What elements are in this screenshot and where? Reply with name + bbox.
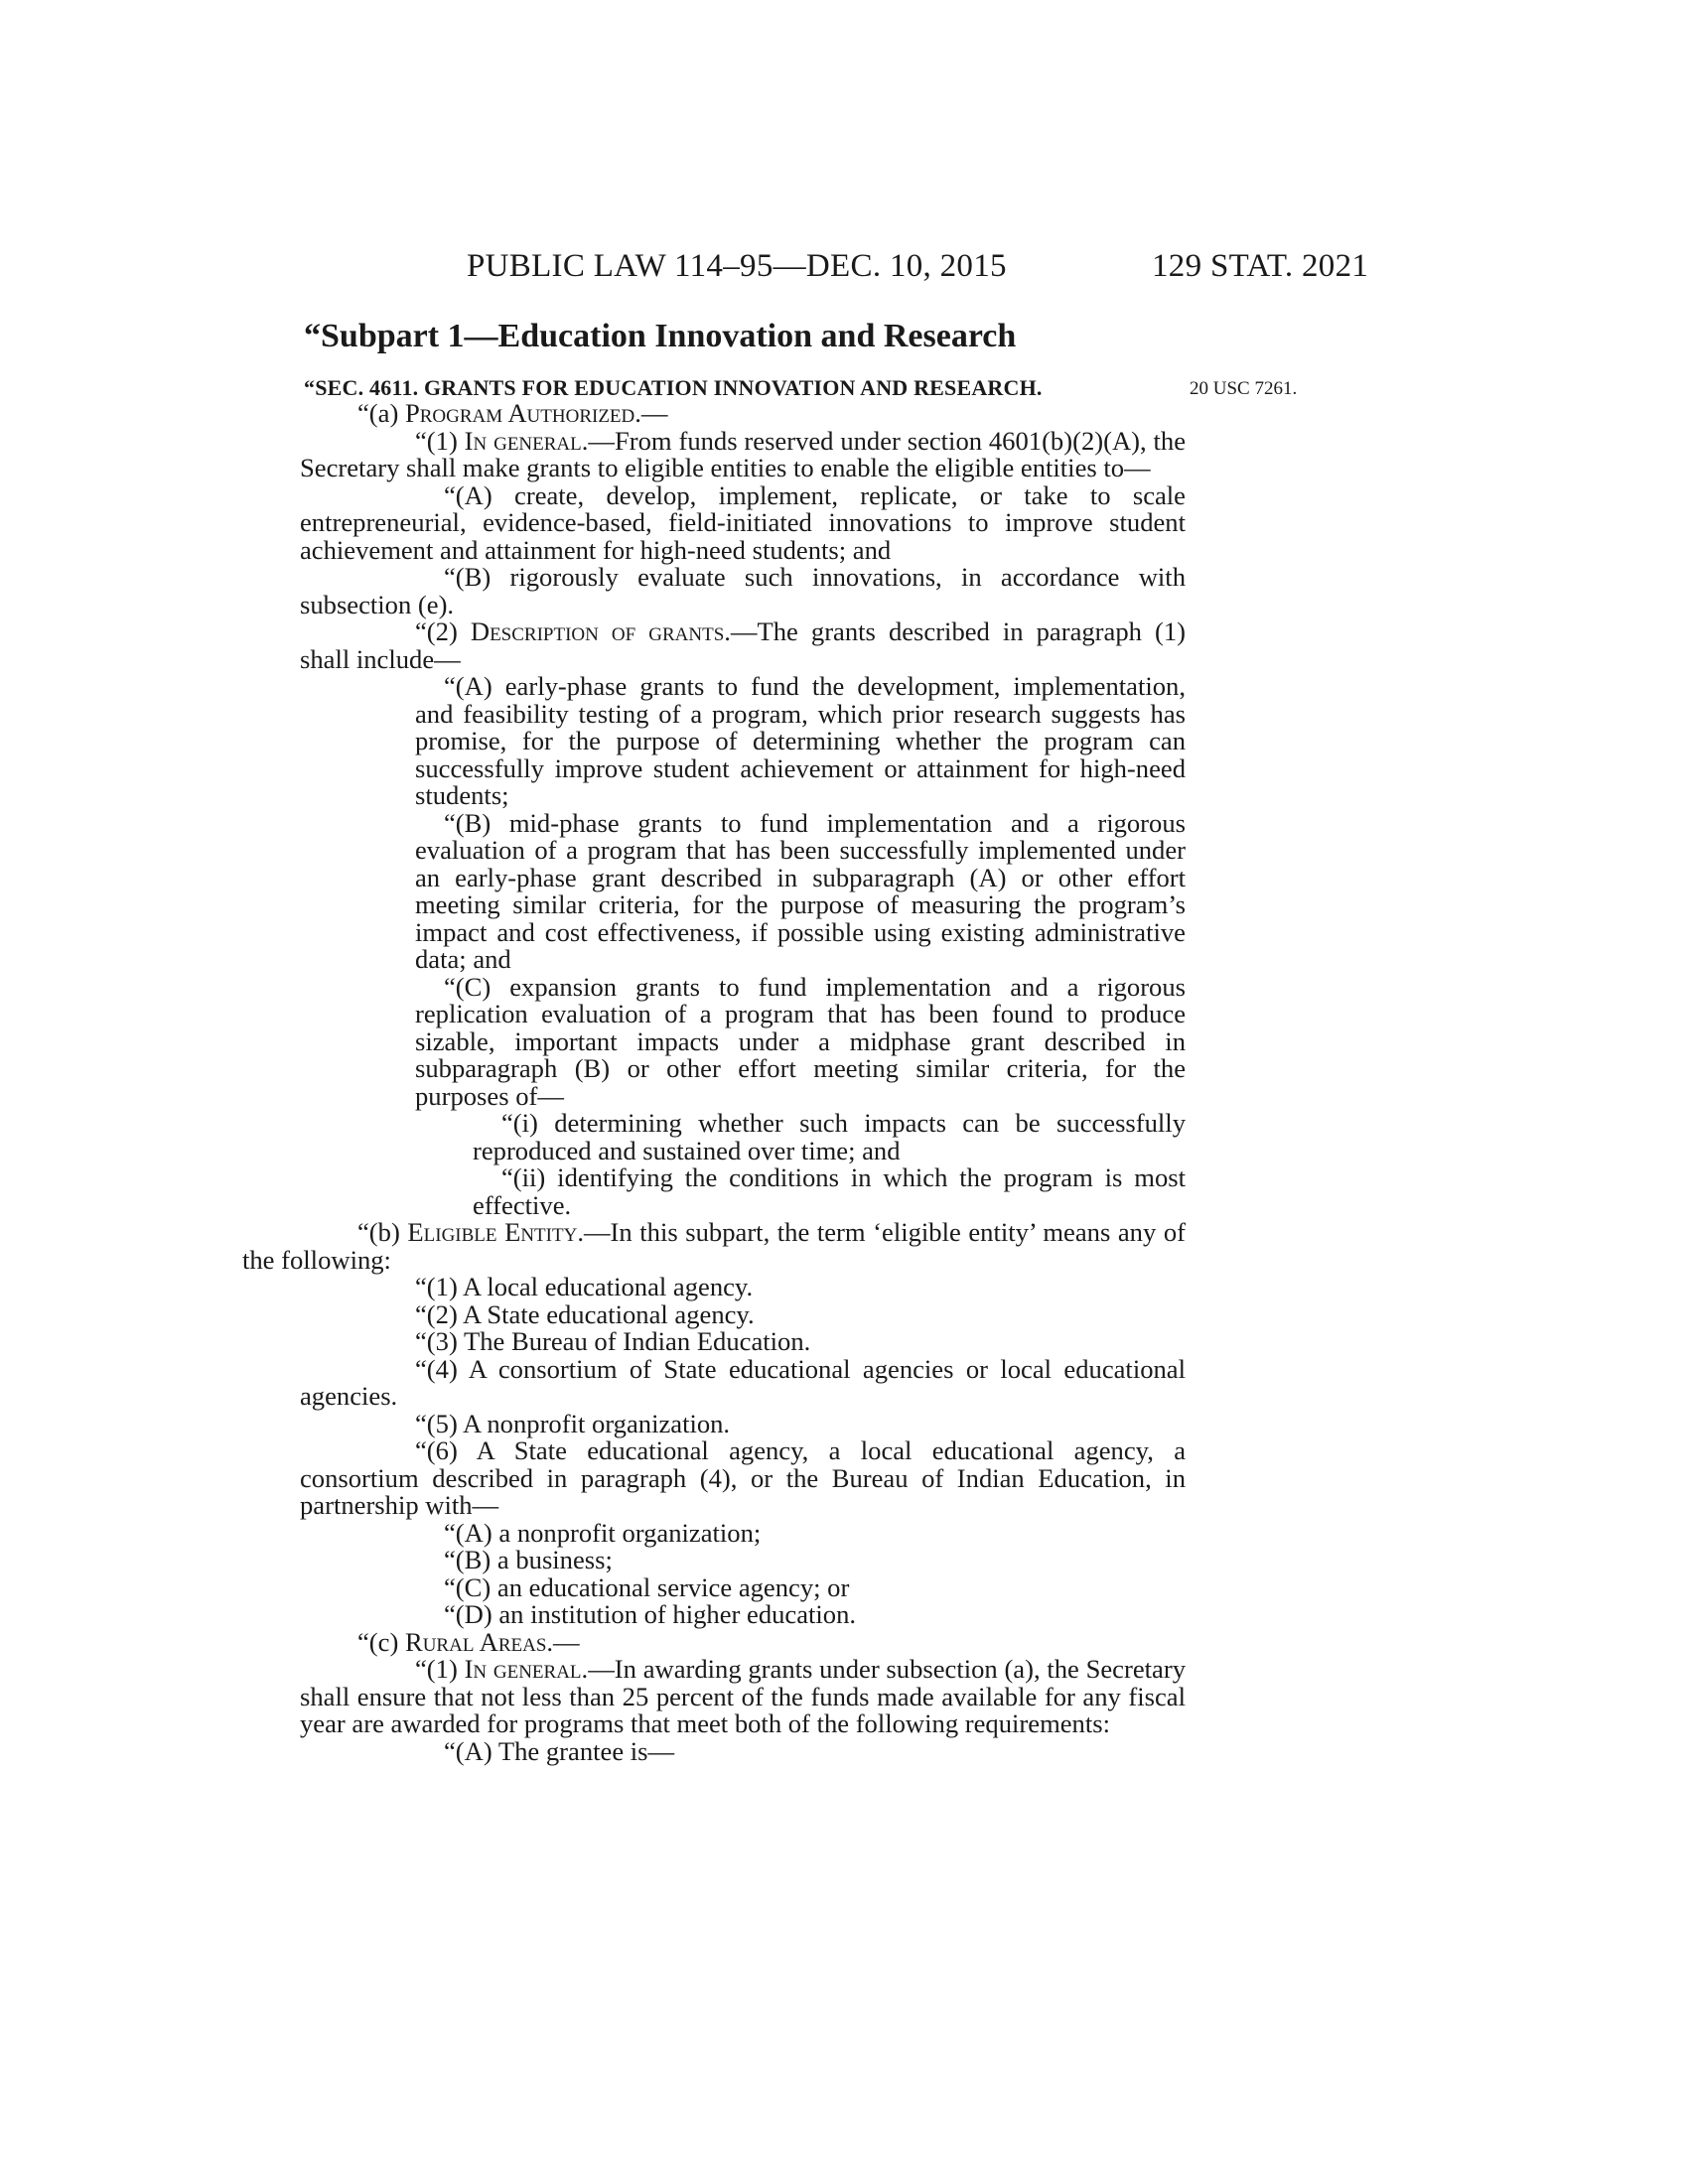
running-header-stat: 129 STAT. 2021 [1152, 248, 1369, 284]
subsection-b: “(b) Eligible Entity.—In this subpart, the term ‘eligible entity’ means any of the following: [242, 1217, 1186, 1275]
margin-note-usc: 20 USC 7261. [1190, 378, 1298, 399]
subparagraph-a1A: “(A) create, develop, implement, replicate, or take to scale entrepreneurial, evidence-based, field-initiated innovations to improve student achievement and attainment for high-need students; and [300, 479, 1186, 565]
subparagraph-b6B: “(B) a business; [444, 1545, 613, 1574]
paragraph-b6: “(6) A State educational agency, a local educational agency, a consortium described in paragraph (4), or the Bureau of Indian Education, in partnership with— [300, 1435, 1186, 1520]
subparagraph-b6C: “(C) an educational service agency; or [444, 1571, 850, 1602]
running-header-law: PUBLIC LAW 114–95—DEC. 10, 2015 [467, 248, 1007, 284]
subsection-a-heading: “(a) Program Authorized.— [357, 398, 668, 428]
section-heading: “SEC. 4611. GRANTS FOR EDUCATION INNOVATION AND RESEARCH. [304, 375, 1043, 400]
subpart-title: “Subpart 1—Education Innovation and Research [304, 318, 1017, 354]
section-body [242, 398, 1186, 1766]
subparagraph-c1A: “(A) The grantee is— [444, 1735, 675, 1766]
subparagraph-a2B: “(B) mid-phase grants to fund implementation and a rigorous evaluation of a program that has been successfully implemented under an early-phase grant described in subparagraph (A) or other effort meeting similar criteria, for the purpose of measuring the program’s impact and cost effectiveness, if possible using existing administrative data; and [415, 807, 1186, 974]
subparagraph-b6A: “(A) a nonprofit organization; [444, 1517, 762, 1548]
subparagraph-a2A: “(A) early-phase grants to fund the development, implementation, and feasibility testing of a program, which prior research suggests has promise, for the purpose of determining whether the program can successfully improve student achievement or attainment for high-need students; [415, 671, 1186, 810]
subparagraph-a2C: “(C) expansion grants to fund implementation and a rigorous replication evaluation of a program that has been found to produce sizable, important impacts under a midphase grant described in subparagraph (B) or other effort meeting similar criteria, for the purposes of— [415, 971, 1186, 1111]
paragraph-a2: “(2) Description of grants.—The grants described in paragraph (1) shall include— [300, 616, 1186, 674]
clause-a2Ci: “(i) determining whether such impacts can be successfully reproduced and sustained over time; and [473, 1108, 1186, 1165]
clause-a2Cii: “(ii) identifying the conditions in which the program is most effective. [473, 1162, 1186, 1220]
subparagraph-b6D: “(D) an institution of higher education. [444, 1599, 857, 1629]
paragraph-b5: “(5) A nonprofit organization. [415, 1408, 731, 1438]
paragraph-b4: “(4) A consortium of State educational agencies or local educational agencies. [300, 1353, 1186, 1411]
paragraph-a1: “(1) In general.—From funds reserved under section 4601(b)(2)(A), the Secretary shall make grants to eligible entities to enable the eligible entities to— [300, 425, 1186, 482]
subsection-c-heading: “(c) Rural Areas.— [357, 1626, 580, 1657]
paragraph-b3: “(3) The Bureau of Indian Education. [415, 1326, 811, 1356]
paragraph-b1: “(1) A local educational agency. [415, 1272, 754, 1301]
subparagraph-a1B: “(B) rigorously evaluate such innovations, in accordance with subsection (e). [300, 562, 1186, 619]
paragraph-b2: “(2) A State educational agency. [415, 1298, 755, 1329]
paragraph-c1: “(1) In general.—In awarding grants under subsection (a), the Secretary shall ensure that not less than 25 percent of the funds made available for any fiscal year are awarded for programs that meet both of the following requirements: [300, 1654, 1186, 1738]
